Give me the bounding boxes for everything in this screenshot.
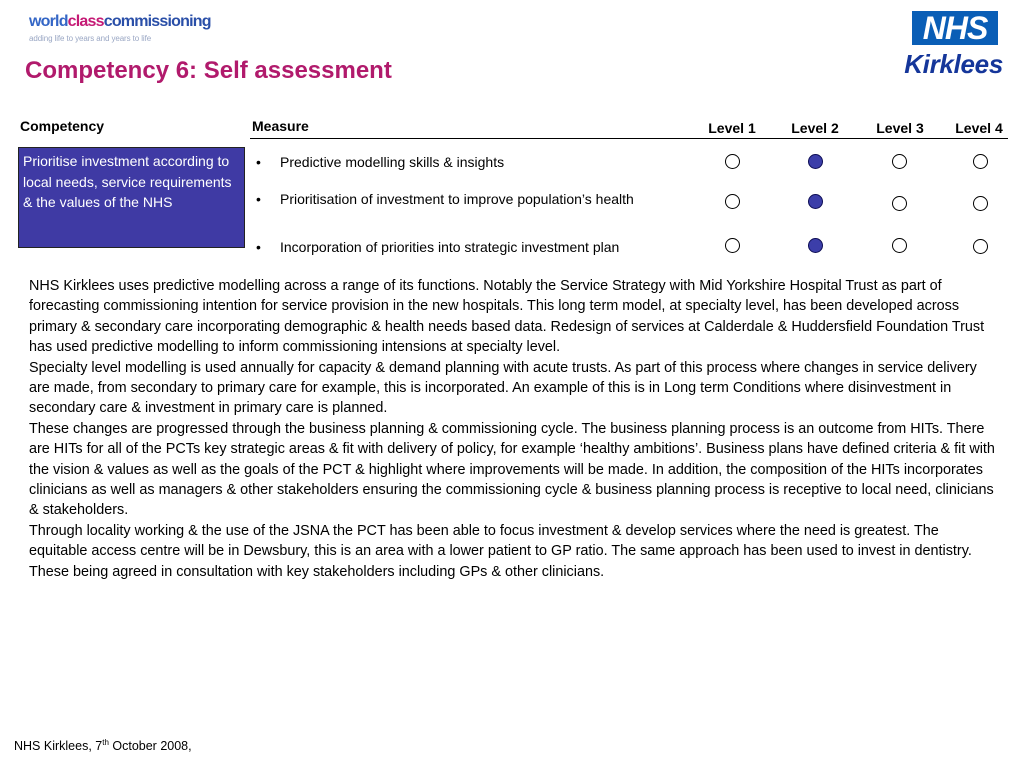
- narrative-paragraph: These changes are progressed through the business planning & commissioning cycle. The business planning process is an outcome from HITs. There are HITs for all of the PCTs key strategic areas & fit with delivery of policy, for example ‘healthy ambitions’. Business plans have defined criteria & fit with the vision & values as well as the goals of the PCT & highlight where improvements will be made. In addition, the composition of the HITs incorporates clinicians as well as managers & other stakeholders ensuring the commissioning cycle & business planning process is receptive to local need, clinicians & stakeholders.: [29, 420, 995, 519]
- logo-wordmark: [29, 13, 211, 31]
- measure-3-level-2-radio[interactable]: [808, 238, 823, 253]
- header-level-1: Level 1: [708, 120, 756, 136]
- measure-3-level-4-radio[interactable]: [973, 239, 988, 254]
- narrative-paragraph: Through locality working & the use of the JSNA the PCT has been able to focus investment & develop services where the need is greatest. The equitable access centre will be in Dewsbury, this is an area with a lower patient to GP ratio. The same approach has been used to invest in dentistry. These being agreed in consultation with key stakeholders including GPs & other clinicians.: [29, 522, 972, 580]
- footer-superscript: th: [102, 738, 109, 747]
- header-level-4: Level 4: [955, 120, 1003, 136]
- header-competency: Competency: [20, 118, 105, 134]
- measure-1-level-2-radio[interactable]: [808, 154, 823, 169]
- measure-2-level-4-radio[interactable]: [973, 196, 988, 211]
- measure-1-level-1-radio[interactable]: [725, 154, 740, 169]
- narrative-paragraph: Specialty level modelling is used annually for capacity & demand planning with acute trusts. As part of this process where changes in service delivery are made, from secondary to primary care for example, this is incorporated. An example of this is in Long term Conditions where disinvestment in secondary care & investment in primary care is planned.: [29, 359, 977, 417]
- page-title: Competency 6: Self assessment: [25, 57, 392, 84]
- measure-3-level-1-radio[interactable]: [725, 238, 740, 253]
- measure-1-level-3-radio[interactable]: [892, 154, 907, 169]
- bullet: •: [256, 154, 261, 170]
- measure-2-level-2-radio[interactable]: [808, 194, 823, 209]
- measure-row-3: [256, 237, 700, 257]
- measure-text: Predictive modelling skills & insights: [280, 154, 505, 170]
- measure-1-level-4-radio[interactable]: [973, 154, 988, 169]
- bullet: •: [256, 239, 261, 255]
- header-level-3: Level 3: [876, 120, 924, 136]
- measure-3-level-3-radio[interactable]: [892, 238, 907, 253]
- worldclass-commissioning-logo: [29, 13, 211, 43]
- footer-prefix: NHS Kirklees, 7: [14, 739, 103, 754]
- bullet: •: [256, 191, 261, 207]
- measure-row-1: [256, 152, 700, 172]
- nhs-logo: NHS: [912, 11, 998, 45]
- logo-tagline: adding life to years and years to life: [29, 34, 152, 43]
- logo-part-class: class: [67, 13, 104, 30]
- logo-part-commissioning: commissioning: [103, 13, 211, 30]
- measure-row-2: [256, 189, 700, 209]
- footer-suffix: October 2008,: [108, 739, 192, 754]
- measure-text: Prioritisation of investment to improve population’s health: [280, 191, 634, 207]
- nhs-organisation-name: Kirklees: [904, 49, 1003, 79]
- measure-text: Incorporation of priorities into strategic investment plan: [280, 239, 620, 255]
- measure-2-level-3-radio[interactable]: [892, 196, 907, 211]
- competency-description: Prioritise investment according to local needs, service requirements & the values of the NHS: [18, 147, 245, 248]
- narrative-paragraph: NHS Kirklees uses predictive modelling across a range of its functions. Notably the Service Strategy with Mid Yorkshire Hospital Trust as part of forecasting commissioning intention for service provision in the new hospitals. This long term model, at specialty level, has been developed across primary & secondary care incorporating demographic & health needs based data. Redesign of services at Calderdale & Huddersfield Foundation Trust has used predictive modelling to inform commissioning intensions at specialty level.: [29, 278, 985, 356]
- footer: [14, 738, 192, 753]
- header-divider: [250, 138, 1008, 139]
- self-assessment-narrative: [29, 276, 1001, 582]
- measure-2-level-1-radio[interactable]: [725, 194, 740, 209]
- header-level-2: Level 2: [791, 120, 839, 136]
- logo-part-world: world: [29, 13, 68, 30]
- header-measure: Measure: [252, 118, 309, 134]
